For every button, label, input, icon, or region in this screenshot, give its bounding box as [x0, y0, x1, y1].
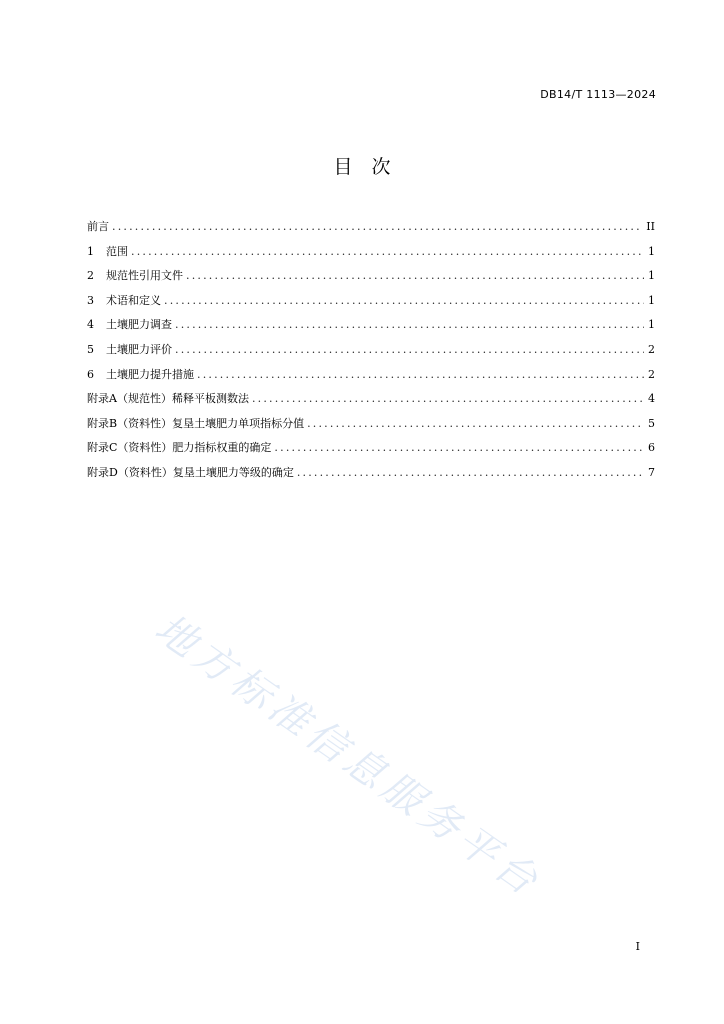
toc-entry-text: 土壤肥力评价 [106, 342, 172, 356]
toc-entry-terms-definitions[interactable] [87, 292, 655, 317]
toc-entry-page: 6 [648, 441, 655, 455]
toc-entry-text: 附录B（资料性）复垦土壤肥力单项指标分值 [87, 416, 305, 430]
toc-entry-number: 6 [87, 367, 94, 381]
toc-entry-page: 4 [648, 392, 655, 406]
toc-entry-improvement-measures[interactable] [87, 366, 655, 391]
toc-entry-text: 附录D（资料性）复垦土壤肥力等级的确定 [87, 465, 294, 479]
dot-leader [197, 366, 644, 384]
table-of-contents [87, 218, 655, 489]
toc-entry-label [87, 243, 128, 261]
toc-entry-label [87, 439, 271, 457]
toc-entry-number: 1 [87, 244, 94, 258]
toc-entry-text: 附录A（规范性）稀释平板测数法 [87, 392, 249, 406]
dot-leader [131, 243, 644, 261]
document-code: DB14/T 1113—2024 [540, 88, 656, 101]
toc-entry-label [87, 366, 194, 384]
toc-entry-appendix-b[interactable] [87, 415, 655, 440]
toc-entry-page: 1 [648, 293, 655, 307]
dot-leader [274, 439, 644, 457]
toc-entry-text: 附录C（资料性）肥力指标权重的确定 [87, 441, 272, 455]
toc-entry-text: 前言 [87, 220, 109, 233]
toc-entry-text: 土壤肥力调查 [106, 318, 172, 332]
dot-leader [297, 464, 644, 482]
toc-entry-fertility-evaluation[interactable] [87, 341, 655, 366]
toc-entry-scope[interactable] [87, 243, 655, 268]
toc-entry-text: 土壤肥力提升措施 [106, 367, 194, 381]
dot-leader [186, 267, 644, 285]
toc-entry-page: II [646, 220, 655, 233]
toc-entry-fertility-survey[interactable] [87, 316, 655, 341]
dot-leader [175, 316, 644, 334]
toc-title: 目 次 [333, 156, 391, 178]
toc-entry-text: 术语和定义 [106, 293, 161, 307]
toc-entry-page: 1 [648, 269, 655, 283]
toc-entry-appendix-c[interactable] [87, 439, 655, 464]
toc-entry-number: 4 [87, 318, 94, 332]
toc-entry-number: 2 [87, 269, 94, 283]
toc-entry-appendix-d[interactable] [87, 464, 655, 489]
toc-entry-foreword[interactable] [87, 218, 655, 243]
toc-entry-number: 3 [87, 293, 94, 307]
watermark: 地方标准信息服务平台 [146, 605, 550, 907]
toc-entry-page: 1 [648, 244, 655, 258]
toc-entry-label [87, 390, 249, 408]
toc-entry-label [87, 267, 183, 285]
dot-leader [164, 292, 644, 310]
toc-entry-number: 5 [87, 342, 94, 356]
toc-entry-page: 2 [648, 367, 655, 381]
toc-entry-label [87, 292, 161, 310]
toc-entry-label [87, 218, 109, 236]
toc-entry-label [87, 316, 172, 334]
toc-entry-text: 范围 [106, 244, 128, 258]
dot-leader [252, 390, 644, 408]
dot-leader [307, 415, 644, 433]
toc-entry-normative-references[interactable] [87, 267, 655, 292]
toc-entry-page: 2 [648, 342, 655, 356]
toc-entry-appendix-a[interactable] [87, 390, 655, 415]
toc-entry-page: 5 [648, 416, 655, 430]
toc-entry-label [87, 415, 304, 433]
toc-entry-label [87, 464, 294, 482]
dot-leader [112, 218, 642, 236]
dot-leader [175, 341, 644, 359]
toc-entry-page: 1 [648, 318, 655, 332]
toc-entry-page: 7 [648, 465, 655, 479]
toc-entry-text: 规范性引用文件 [106, 269, 183, 283]
page-number: I [635, 940, 640, 953]
toc-entry-label [87, 341, 172, 359]
